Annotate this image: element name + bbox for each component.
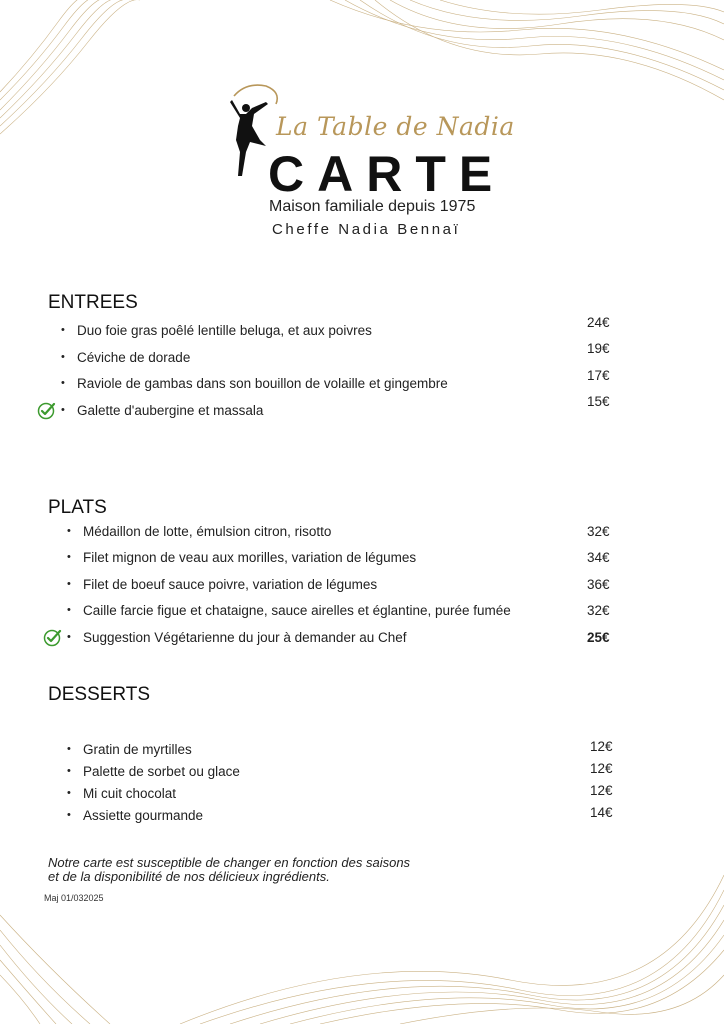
bullet: • <box>67 765 71 777</box>
menu-item: Filet de boeuf sauce poivre, variation de légumes <box>83 577 378 592</box>
menu-item: Assiette gourmande <box>83 808 204 823</box>
menu-price: 34€ <box>587 550 610 565</box>
since-tagline: Maison familiale depuis 1975 <box>269 198 476 215</box>
menu-item: Raviole de gambas dans son bouillon de volaille et gingembre <box>77 376 448 391</box>
bullet: • <box>67 551 71 563</box>
update-date: Maj 01/032025 <box>44 893 104 903</box>
menu-item: Céviche de dorade <box>77 350 191 365</box>
menu-item: Suggestion Végétarienne du jour à demander au Chef <box>83 630 407 645</box>
menu-price: 12€ <box>590 783 613 798</box>
chef-name: Cheffe Nadia Bennaï <box>272 221 461 238</box>
bullet: • <box>67 578 71 590</box>
menu-price: 15€ <box>587 394 610 409</box>
bullet: • <box>67 743 71 755</box>
bullet: • <box>67 525 71 537</box>
bullet: • <box>61 404 65 416</box>
menu-item: Palette de sorbet ou glace <box>83 764 240 779</box>
menu-price: 24€ <box>587 315 610 330</box>
menu-price: 19€ <box>587 341 610 356</box>
leaf-check-icon <box>37 401 57 421</box>
menu-item: Mi cuit chocolat <box>83 786 177 801</box>
seasonal-note <box>48 856 410 884</box>
menu-item: Médaillon de lotte, émulsion citron, risotto <box>83 524 332 539</box>
menu-price: 25€ <box>587 630 610 645</box>
bullet: • <box>67 809 71 821</box>
bullet: • <box>61 351 65 363</box>
seasonal-note-line-2: et de la disponibilité de nos délicieux ingrédients. <box>48 869 330 884</box>
bullet: • <box>61 377 65 389</box>
logo-script: La Table de Nadia <box>276 112 515 141</box>
menu-item: Gratin de myrtilles <box>83 742 192 757</box>
seasonal-note-line-1: Notre carte est susceptible de changer en fonction des saisons <box>48 855 411 870</box>
bullet: • <box>61 324 65 336</box>
menu-item: Duo foie gras poêlé lentille beluga, et aux poivres <box>77 323 372 338</box>
menu-price: 32€ <box>587 524 610 539</box>
bullet: • <box>67 631 71 643</box>
menu-item: Galette d'aubergine et massala <box>77 403 264 418</box>
section-title-desserts: DESSERTS <box>48 684 151 705</box>
section-title-plats: PLATS <box>48 497 107 518</box>
menu-price: 32€ <box>587 603 610 618</box>
page-title: CARTE <box>268 146 506 202</box>
bullet: • <box>67 604 71 616</box>
menu-price: 12€ <box>590 761 613 776</box>
menu-price: 36€ <box>587 577 610 592</box>
menu-price: 12€ <box>590 739 613 754</box>
menu-price: 17€ <box>587 368 610 383</box>
bullet: • <box>67 787 71 799</box>
section-title-entrees: ENTREES <box>48 292 138 313</box>
menu-item: Caille farcie figue et chataigne, sauce airelles et églantine, purée fumée <box>83 603 511 618</box>
leaf-check-icon <box>43 628 63 648</box>
menu-item: Filet mignon de veau aux morilles, variation de légumes <box>83 550 417 565</box>
menu-price: 14€ <box>590 805 613 820</box>
